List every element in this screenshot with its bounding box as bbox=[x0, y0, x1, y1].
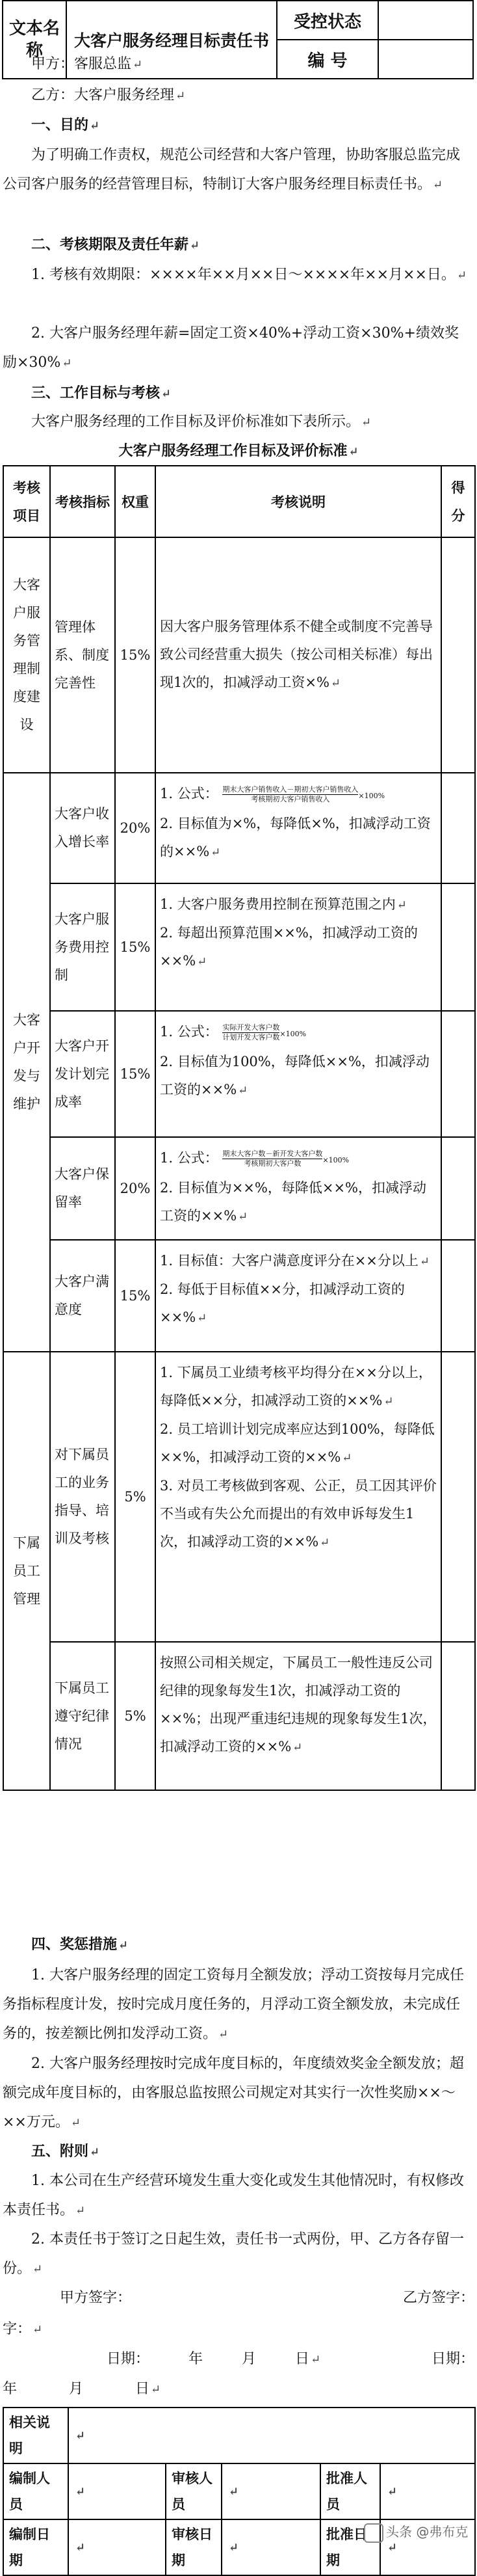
indicator-cell: 大客户满意度 bbox=[50, 1240, 115, 1352]
desc-cell: 因大客户服务管理体系不健全或制度不完善导致公司经营重大损失（按公司相关标准）每出现1次的，扣减浮动工资×% ↵ bbox=[155, 537, 441, 773]
weight-cell: 20% bbox=[115, 773, 155, 883]
sign-continuation: 字： ↵ bbox=[3, 2321, 43, 2337]
party-a-sign: 甲方签字： bbox=[60, 2290, 132, 2306]
edit-date-value: ↵ bbox=[68, 2519, 166, 2575]
project-cell: 大客户开发与维护 bbox=[3, 773, 50, 1352]
score-cell bbox=[441, 537, 475, 773]
section3-intro: 大客户服务经理的工作目标及评价标准如下表所示。 ↵ bbox=[31, 414, 372, 430]
desc-cell: 1. 公式： $\frac{\text{期末大客户数－新开发大客户数}}{\text{考核期初大客户数}}$ ×100% 2. 目标值为××%，每降低××%，扣减浮动工资的××% ↵ bbox=[155, 1137, 441, 1240]
section2-item1: 1. 考核有效期限：××××年××月××日～××××年××月××日。 ↵ bbox=[31, 267, 467, 283]
section2-item2: 2. 大客户服务经理年薪=固定工资×40%+浮动工资×30%+绩效奖励×30% ↵ bbox=[3, 325, 459, 371]
toutiao-logo-icon bbox=[364, 2523, 383, 2543]
table-row bbox=[3, 1642, 475, 1790]
desc-cell: 按照公司相关规定，下属员工一般性违反公司纪律的现象每发生1次，扣减浮动工资的××%；出现严重违纪违规的现象每发生1次，扣减浮动工资的××% ↵ bbox=[155, 1642, 441, 1790]
section4-item2: 2. 大客户服务经理按时完成年度目标的，年度绩效奖金全额发放；超额完成年度目标的，由客服总监按照公司规定对其实行一次性奖励××～××万元。 ↵ bbox=[3, 2056, 464, 2130]
indicator-cell: 大客户收入增长率 bbox=[50, 773, 115, 883]
editor-value: ↵ bbox=[68, 2463, 166, 2519]
reviewer-label: 审核人员 bbox=[166, 2463, 222, 2519]
party-b-date: 年 月 日 ↵ bbox=[3, 2381, 161, 2397]
section5-item2: 2. 本责任书于签订之日起生效，责任书一式两份，甲、乙方各存留一份。 ↵ bbox=[3, 2231, 464, 2277]
weight-cell: 5% bbox=[115, 1352, 155, 1642]
section3-heading: 三、工作目标与考核 ↵ bbox=[31, 384, 172, 401]
editor-label: 编制人员 bbox=[3, 2463, 68, 2519]
weight-cell: 15% bbox=[115, 537, 155, 773]
header-project: 考核项目 bbox=[3, 466, 50, 537]
section2-heading: 二、考核期限及责任年薪 ↵ bbox=[31, 236, 200, 253]
watermark: 头条 @弗布克 bbox=[364, 2521, 468, 2543]
weight-cell: 15% bbox=[115, 1011, 155, 1137]
document-title: 大客户服务经理目标责任书 bbox=[66, 1, 277, 79]
table-row bbox=[3, 537, 475, 773]
table-header-row bbox=[3, 466, 475, 537]
project-cell: 下属员工管理 bbox=[3, 1352, 50, 1790]
formula-fraction: $\frac{\text{实际开发大客户数}}{\text{计划开发大客户数}}$ bbox=[222, 1023, 280, 1041]
formula-fraction: $\frac{\text{期末大客户数－新开发大客户数}}{\text{考核期初大客户数}}$ bbox=[222, 1149, 323, 1168]
weight-cell: 20% bbox=[115, 1137, 155, 1240]
related-label: 相关说明 bbox=[3, 2408, 68, 2463]
review-date-label: 审核日期 bbox=[166, 2519, 222, 2575]
project-cell: 大客户服务管理制度建设 bbox=[3, 537, 50, 773]
table-title: 大客户服务经理工作目标及评价标准 ↵ bbox=[118, 442, 359, 459]
indicator-cell: 大客户服务费用控制 bbox=[50, 883, 115, 1011]
score-cell bbox=[441, 1352, 475, 1642]
desc-cell: 1. 下属员工业绩考核平均得分在××分以上，每降低××分，扣减浮动工资的××% ↵ 2. 员工培训计划完成率应达到100%，每降低××%，扣减浮动工资的××% ↵ 3. 对员工考核做到客观、公正，员工因其评价不当或有失公允而提出的有效申诉每发生1次，扣减浮动工资的××% ↵ bbox=[155, 1352, 441, 1642]
desc-cell: 1. 目标值：大客户满意度评分在××分以上 ↵ 2. 每低于目标值××分，扣减浮动工资的××% ↵ bbox=[155, 1240, 441, 1352]
header-desc: 考核说明 bbox=[155, 466, 441, 537]
weight-cell: 15% bbox=[115, 883, 155, 1011]
indicator-cell: 管理体系、制度完善性 bbox=[50, 537, 115, 773]
formula-fraction: $\frac{\text{期末大客户销售收入－期初大客户销售收入}}{\text{考核期初大客户销售收入}}$ bbox=[222, 785, 359, 803]
section5-item1: 1. 本公司在生产经营环境发生重大变化或发生其他情况时，有权修改本责任书。 ↵ bbox=[3, 2173, 464, 2218]
evaluation-table bbox=[3, 465, 476, 1791]
table-row bbox=[3, 883, 475, 1011]
score-cell bbox=[441, 1240, 475, 1352]
party-a: 甲方：客服总监 ↵ bbox=[31, 56, 143, 72]
desc-cell: 1. 公式： $\frac{\text{期末大客户销售收入－期初大客户销售收入}}{\text{考核期初大客户销售收入}}$ ×100% 2. 目标值为×%，每降低×%，扣减浮动工资的××% ↵ bbox=[155, 773, 441, 883]
weight-cell: 5% bbox=[115, 1642, 155, 1790]
table-row bbox=[3, 1011, 475, 1137]
weight-cell: 15% bbox=[115, 1240, 155, 1352]
score-cell bbox=[441, 1011, 475, 1137]
section1-body: 为了明确工作责权，规范公司经营和大客户管理，协助客服总监完成公司客户服务的经营管理目标，特制订大客户服务经理目标责任书。 ↵ bbox=[3, 147, 461, 193]
party-b-sign: 乙方签字： bbox=[402, 2290, 474, 2306]
status-label: 受控状态 bbox=[277, 1, 378, 40]
table-row bbox=[3, 1137, 475, 1240]
section4-heading: 四、奖惩措施 ↵ bbox=[31, 1936, 129, 1953]
score-cell bbox=[441, 883, 475, 1011]
approval-table bbox=[3, 2407, 476, 2576]
approve-date-label: 批准日期 bbox=[320, 2519, 380, 2575]
table-row bbox=[3, 1352, 475, 1642]
header-weight: 权重 bbox=[115, 466, 155, 537]
party-b-date-label: 日期： bbox=[431, 2351, 474, 2367]
desc-cell: 1. 大客户服务费用控制在预算范围之内 ↵ 2. 每超出预算范围××%，扣减浮动工资的××% ↵ bbox=[155, 883, 441, 1011]
desc-cell: 1. 公式： $\frac{\text{实际开发大客户数}}{\text{计划开发大客户数}}$ ×100% 2. 目标值为100%，每降低××%，扣减浮动工资的××% ↵ bbox=[155, 1011, 441, 1137]
score-cell bbox=[441, 773, 475, 883]
party-b: 乙方：大客户服务经理 ↵ bbox=[31, 87, 186, 103]
approver-value: ↵ bbox=[380, 2463, 475, 2519]
section1-heading: 一、目的 ↵ bbox=[31, 116, 100, 133]
number-label: 编 号 bbox=[277, 40, 378, 79]
score-cell bbox=[441, 1642, 475, 1790]
review-date-value: ↵ bbox=[222, 2519, 320, 2575]
approve-date-value: ↵ bbox=[380, 2519, 475, 2575]
status-value bbox=[378, 1, 473, 40]
header-indicator: 考核指标 bbox=[50, 466, 115, 537]
approver-label: 批准人员 bbox=[320, 2463, 380, 2519]
party-a-date: 日期： 年 月 日 ↵ bbox=[107, 2351, 321, 2367]
related-value: ↵ bbox=[68, 2408, 475, 2463]
table-row bbox=[3, 773, 475, 883]
header-score: 得分 bbox=[441, 466, 475, 537]
section5-heading: 五、附则 ↵ bbox=[31, 2143, 100, 2160]
doc-name-label: 文本名称 bbox=[3, 1, 66, 79]
reviewer-value: ↵ bbox=[222, 2463, 320, 2519]
edit-date-label: 编制日期 bbox=[3, 2519, 68, 2575]
section4-item1: 1. 大客户服务经理的固定工资每月全额发放；浮动工资按每月完成任务指标程度计发，按时完成月度任务的，月浮动工资全额发放，未完成任务的，按差额比例扣发浮动工资。 ↵ bbox=[3, 1967, 464, 2042]
indicator-cell: 大客户开发计划完成率 bbox=[50, 1011, 115, 1137]
indicator-cell: 大客户保留率 bbox=[50, 1137, 115, 1240]
table-row bbox=[3, 1240, 475, 1352]
score-cell bbox=[441, 1137, 475, 1240]
indicator-cell: 下属员工遵守纪律情况 bbox=[50, 1642, 115, 1790]
indicator-cell: 对下属员工的业务指导、培训及考核 bbox=[50, 1352, 115, 1642]
